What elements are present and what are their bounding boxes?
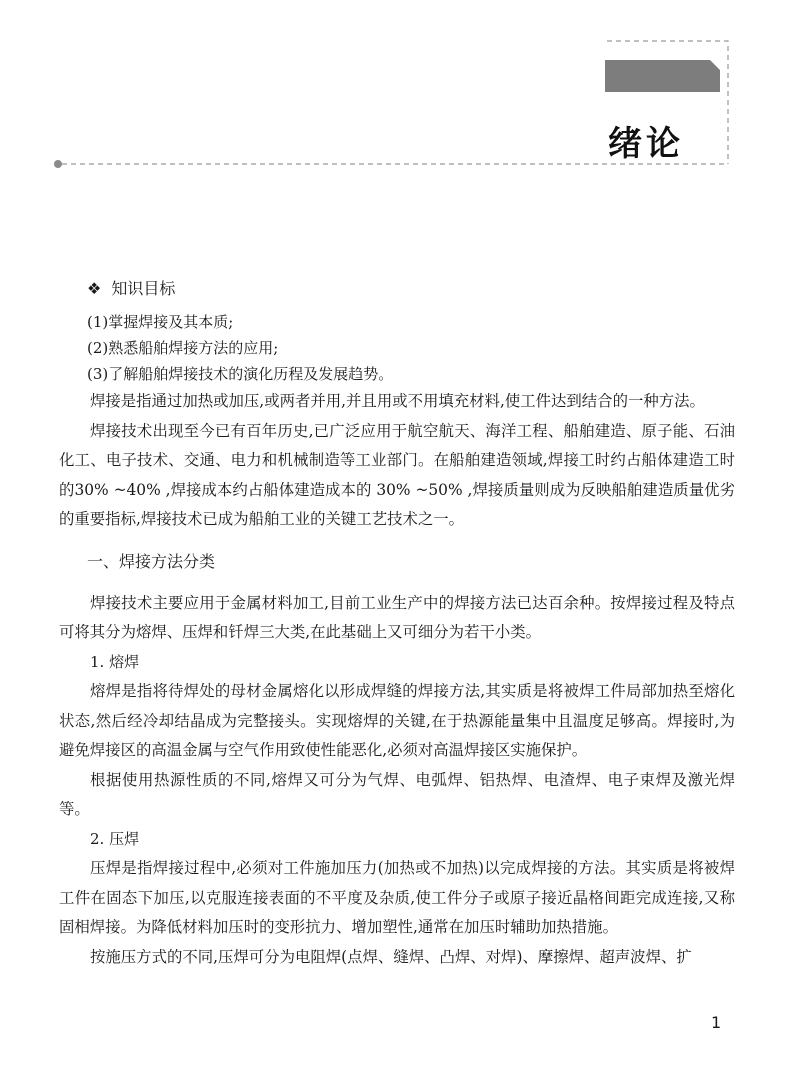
paragraph: 熔焊是指将待焊处的母材金属熔化以形成焊缝的焊接方法,其实质是将被焊工件局部加热至熔化状态,然后经冷却结晶成为完整接头。实现熔焊的关键,在于热源能量集中且温度足够高。焊接时,为避免焊接区的高温金属与空气作用致使性能恶化,必须对高温焊接区实施保护。 [59,682,735,759]
goal-item: (3)了解船舶焊接技术的演化历程及发展趋势。 [87,365,394,383]
paragraph: 按施压方式的不同,压焊可分为电阻焊(点焊、缝焊、凸焊、对焊)、摩擦焊、超声波焊、扩 [90,947,692,966]
diamond-bullet-icon: ❖ [87,279,102,298]
section-heading: 一、焊接方法分类 [87,551,216,571]
paragraph: 根据使用热源性质的不同,熔焊又可分为气焊、电弧焊、铝热焊、电渣焊、电子束焊及激光焊等。 [59,770,735,818]
page-number: 1 [711,1013,722,1032]
chapter-header-decoration [0,0,790,200]
subsection-heading: 1. 熔焊 [90,652,140,671]
goal-item: (2)熟悉船舶焊接方法的应用; [87,339,279,357]
knowledge-goals-heading [87,276,735,302]
chapter-title: 绪论 [608,124,684,164]
paragraph: 焊接技术主要应用于金属材料加工,目前工业生产中的焊接方法已达百余种。按焊接过程及特点可将其分为熔焊、压焊和钎焊三大类,在此基础上又可细分为若干小类。 [59,593,735,641]
divider-dot [54,160,62,168]
paragraph: 焊接是指通过加热或加压,或两者并用,并且用或不用填充材料,使工件达到结合的一种方法。 [90,392,705,410]
goal-item: (1)掌握焊接及其本质; [87,313,234,331]
paragraph: 焊接技术出现至今已有百年历史,已广泛应用于航空航天、海洋工程、船舶建造、原子能、石油化工、电子技术、交通、电力和机械制造等工业部门。在船舶建造领域,焊接工时约占船体建造工时的30% ~40% ,焊接成本约占船体建造成本的 30% ~50% ,焊接质量则成为反映船舶建造质量优劣的重要指标,焊接技术已成为船舶工业的关键工艺技术之一。 [59,421,735,528]
knowledge-goals-title: 知识目标 [111,279,176,298]
chapter-tab-block [605,60,720,92]
subsection-heading: 2. 压焊 [90,829,140,848]
paragraph: 压焊是指焊接过程中,必须对工件施加压力(加热或不加热)以完成焊接的方法。其实质是将被焊工件在固态下加压,以克服连接表面的不平度及杂质,使工件分子或原子接近晶格间距完成连接,又称固相焊接。为降低材料加压时的变形抗力、增加塑性,通常在加压时辅助加热措施。 [59,859,735,936]
page-body [59,276,735,972]
